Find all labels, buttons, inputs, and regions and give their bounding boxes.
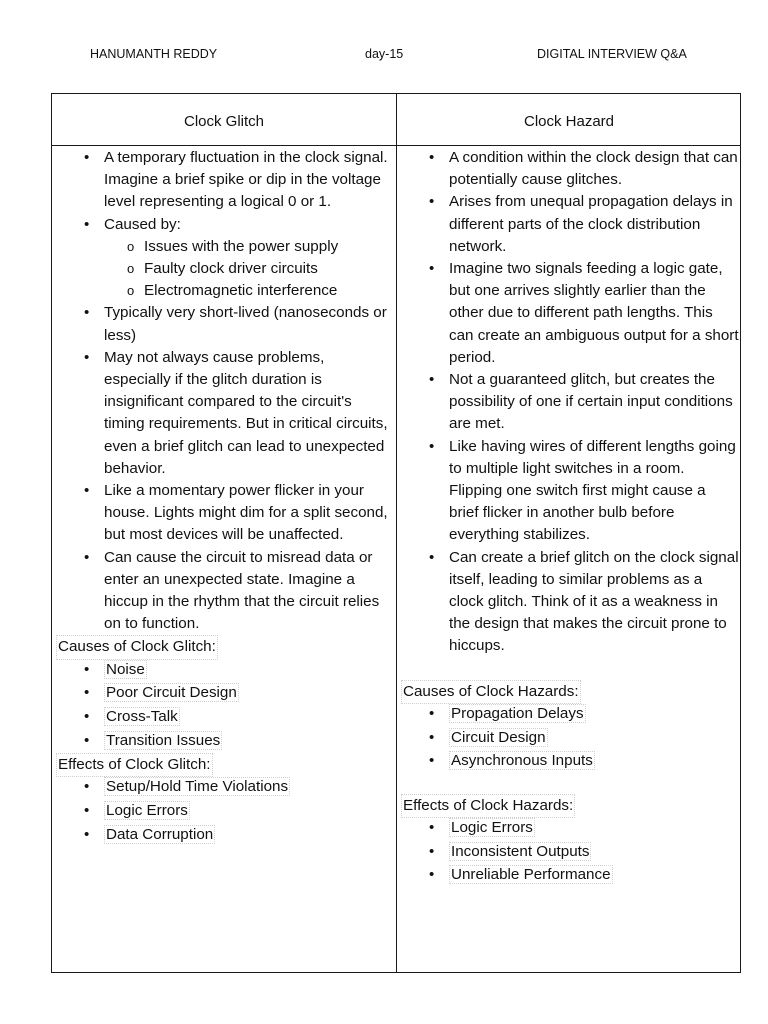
- list-item: • May not always cause problems, especially if the glitch duration is insignificant compared to the circuit's timing requirements. But in critical circuits, even a brief glitch can lead to unexpected behavior.: [56, 347, 394, 480]
- list-item: • Setup/Hold Time Violations: [56, 776, 394, 800]
- list-item: • Asynchronous Inputs: [401, 750, 739, 774]
- list-item: • Like having wires of different lengths going to multiple light switches in a room. Flipping one switch first might cause a brief flicker in another bulb before everything stabilizes.: [401, 436, 739, 547]
- sub-list-item: o Faulty clock driver circuits: [56, 258, 394, 280]
- clock-glitch-cell: [56, 147, 394, 847]
- list-item: • Can create a brief glitch on the clock signal itself, leading to similar problems as a clock glitch. Think of it as a weakness in the design that makes the circuit prone to hiccups.: [401, 547, 739, 658]
- glitch-effects-list: [56, 776, 394, 847]
- glitch-causes-list: [56, 659, 394, 753]
- list-item: • Typically very short-lived (nanoseconds or less): [56, 302, 394, 346]
- hazard-effects-heading: Effects of Clock Hazards:: [401, 794, 575, 818]
- column-header-clock-hazard: Clock Hazard: [523, 113, 615, 130]
- list-item: • Inconsistent Outputs: [401, 841, 739, 865]
- list-item: • Unreliable Performance: [401, 864, 739, 888]
- glitch-effects-heading: Effects of Clock Glitch:: [56, 753, 213, 777]
- header-author: HANUMANTH REDDY: [90, 47, 218, 61]
- list-item: • Poor Circuit Design: [56, 682, 394, 706]
- list-item: • Noise: [56, 659, 394, 683]
- column-header-clock-glitch: Clock Glitch: [183, 113, 265, 130]
- list-item: • Imagine two signals feeding a logic gate, but one arrives slightly earlier than the other due to different path lengths. This can create an ambiguous output for a short period.: [401, 258, 739, 369]
- list-item: • Data Corruption: [56, 824, 394, 848]
- list-item: • A temporary fluctuation in the clock signal. Imagine a brief spike or dip in the voltage level representing a logical 0 or 1.: [56, 147, 394, 214]
- list-item: • Logic Errors: [401, 817, 739, 841]
- list-item: • Transition Issues: [56, 730, 394, 754]
- list-item: • A condition within the clock design that can potentially cause glitches.: [401, 147, 739, 191]
- list-item: • Cross-Talk: [56, 706, 394, 730]
- header-row-divider: [52, 145, 740, 146]
- list-item: • Propagation Delays: [401, 703, 739, 727]
- glitch-causes-heading: Causes of Clock Glitch:: [56, 635, 218, 659]
- clock-hazard-cell: [401, 147, 739, 888]
- list-item: • Like a momentary power flicker in your house. Lights might dim for a split second, but most devices will be unaffected.: [56, 480, 394, 547]
- list-item: • Caused by:: [56, 214, 394, 236]
- hazard-effects-list: [401, 817, 739, 888]
- list-item: • Arises from unequal propagation delays in different parts of the clock distribution network.: [401, 191, 739, 258]
- hazard-bullet-list: [401, 147, 739, 658]
- hazard-causes-heading: Causes of Clock Hazards:: [401, 680, 581, 704]
- header-day: day-15: [365, 47, 404, 61]
- sub-list-item: o Issues with the power supply: [56, 236, 394, 258]
- list-item: • Not a guaranteed glitch, but creates the possibility of one if certain input conditions are met.: [401, 369, 739, 436]
- header-title: DIGITAL INTERVIEW Q&A: [537, 47, 687, 61]
- comparison-table: [51, 93, 741, 973]
- list-item: • Can cause the circuit to misread data or enter an unexpected state. Imagine a hiccup in the rhythm that the circuit relies on to function.: [56, 547, 394, 636]
- hazard-causes-list: [401, 703, 739, 774]
- sub-list-item: o Electromagnetic interference: [56, 280, 394, 302]
- list-item: • Logic Errors: [56, 800, 394, 824]
- list-item: • Circuit Design: [401, 727, 739, 751]
- glitch-bullet-list: [56, 147, 394, 635]
- column-divider: [396, 94, 397, 972]
